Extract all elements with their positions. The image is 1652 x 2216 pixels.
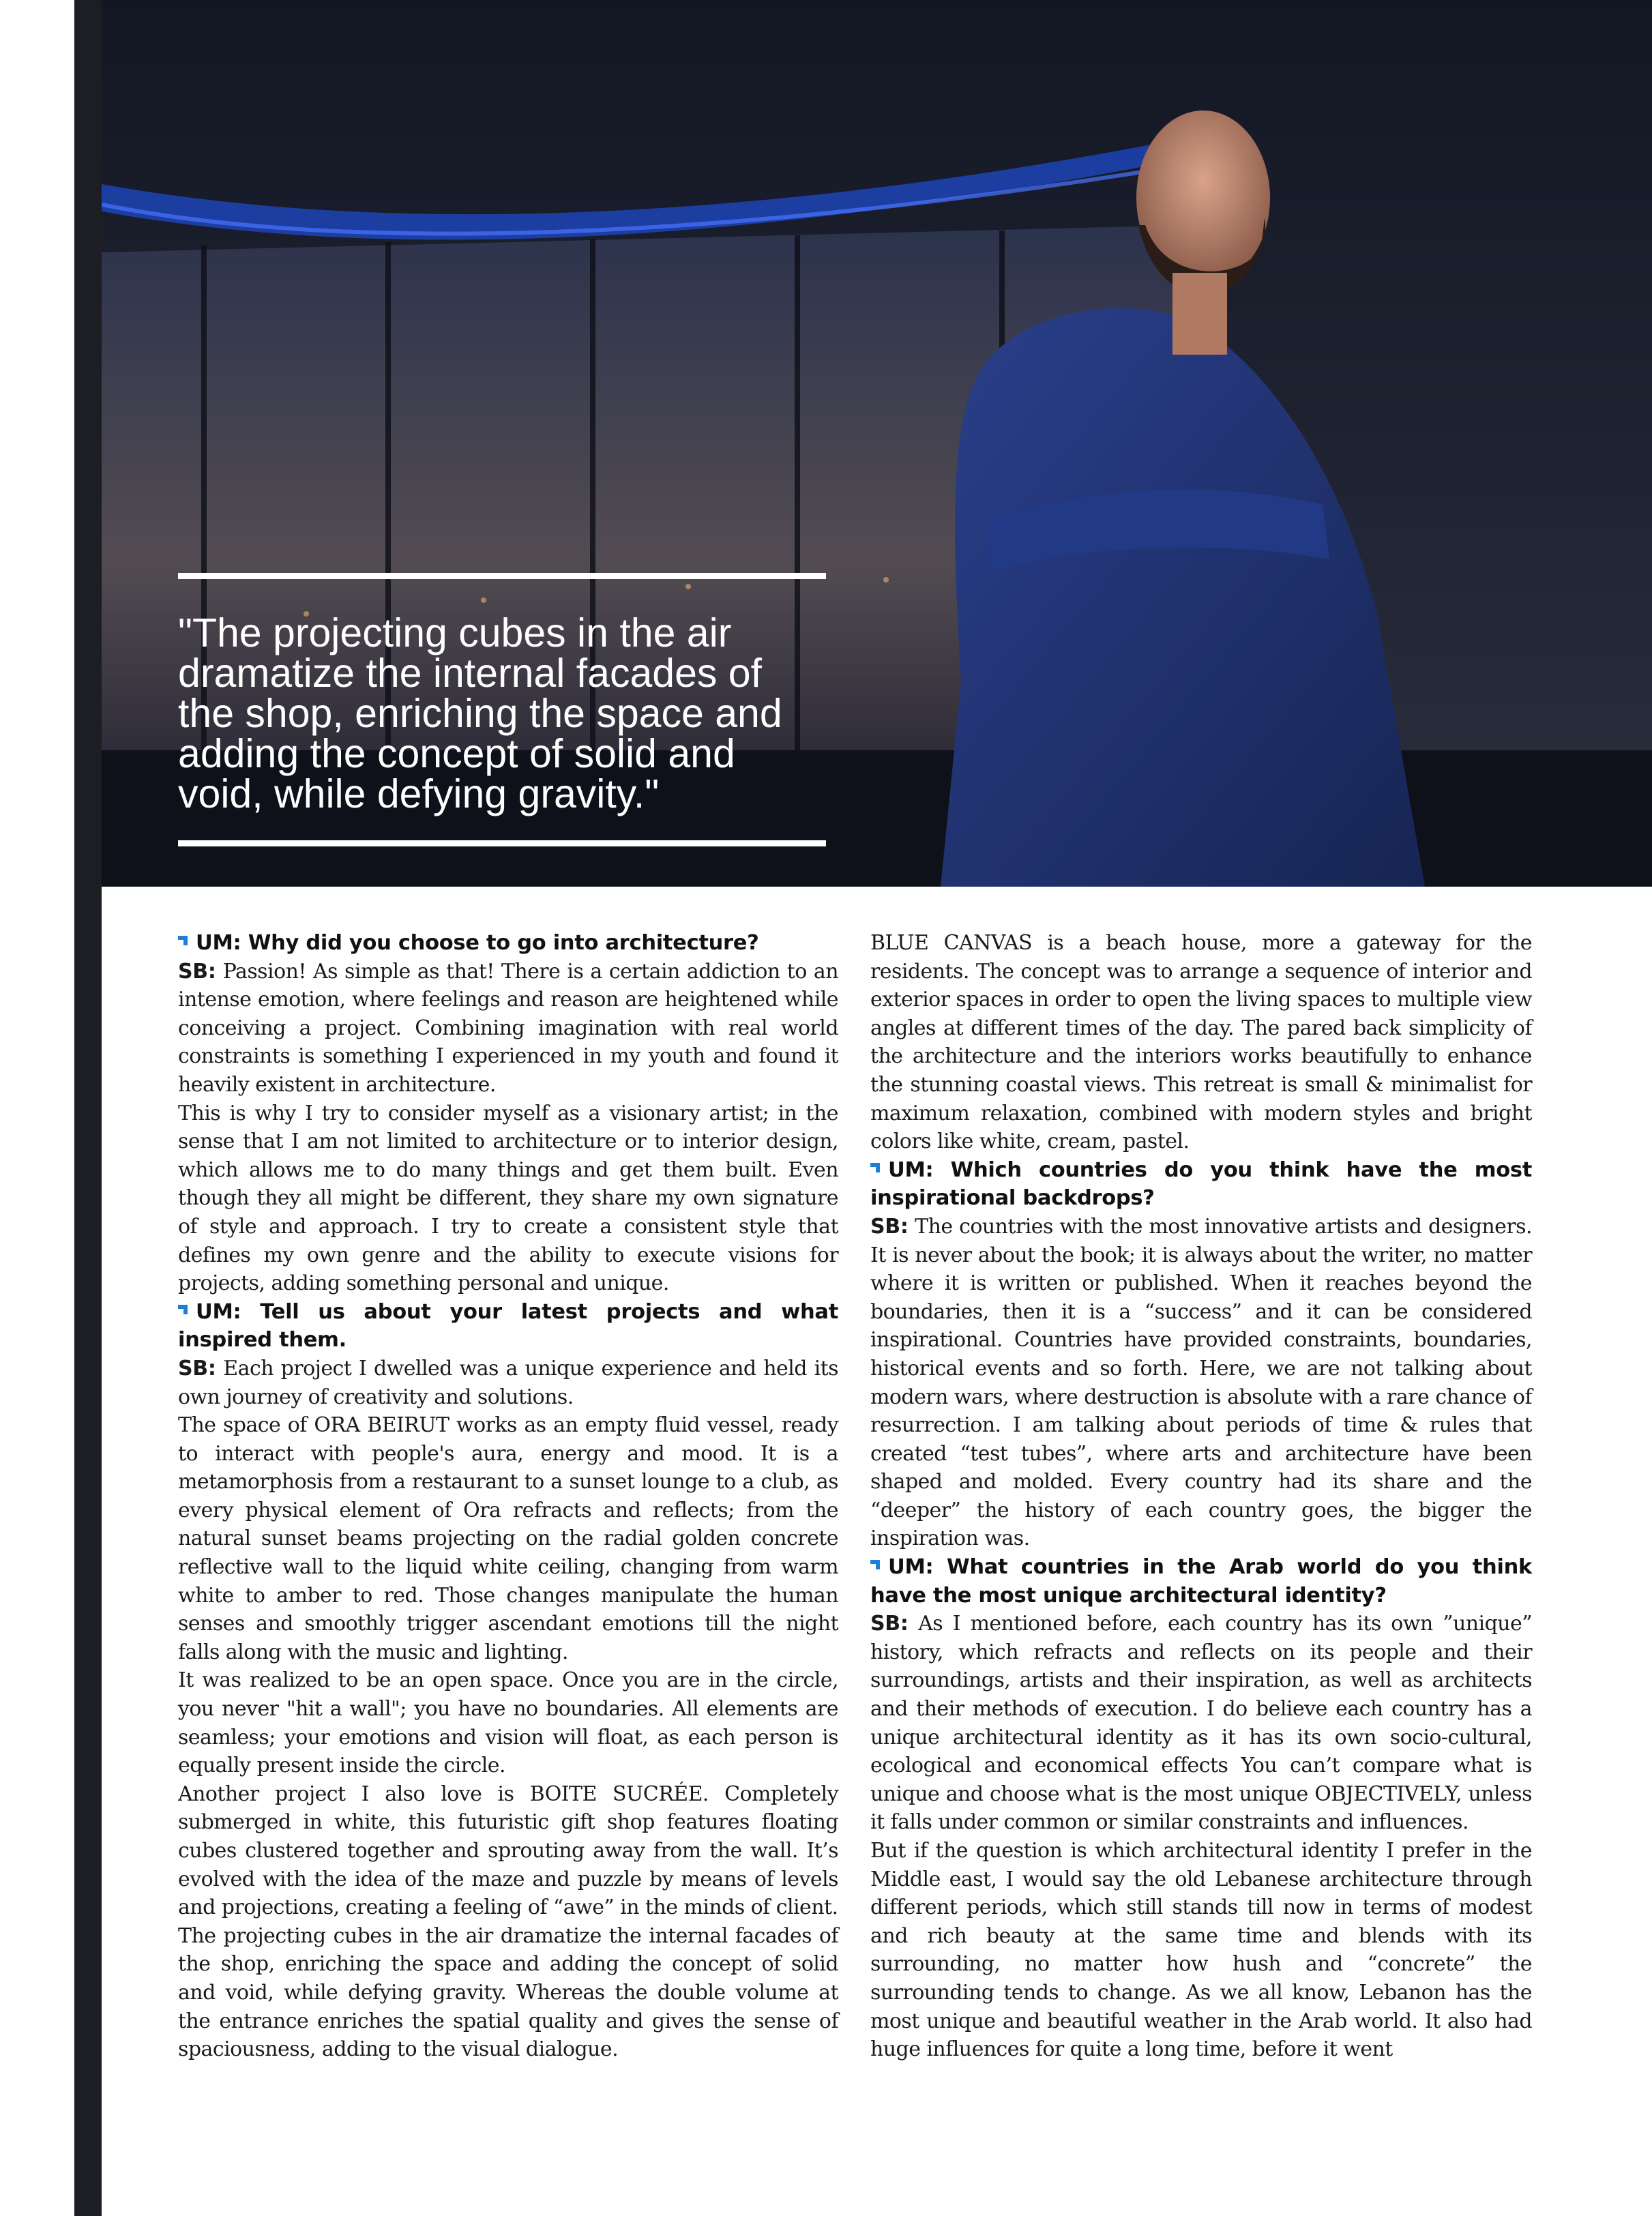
article-paragraph: The projecting cubes in the air dramatize the internal facades of the shop, enriching the space and adding the concept of solid and void, while defying gravity. Whereas the double volume at the entrance enriches the spatial quality and gives the sense of spaciousness, adding to the visual dialogue. <box>178 1923 838 2062</box>
interview-question: UM: Which countries do you think have the most inspirational backdrops? <box>870 1157 1532 1211</box>
article-left-column <box>178 929 838 2064</box>
interview-answer: SB: Each project I dwelled was a unique experience and held its own journey of creativity and solutions. <box>178 1356 838 1409</box>
article-paragraph: Another project I also love is BOITE SUCRÉE. Completely submerged in white, this futuristic gift shop features floating cubes clustered together and sprouting away from the wall. It’s evolved with the idea of the maze and puzzle by means of levels and projections, creating a feeling of “awe” in the minds of client. <box>178 1782 838 1920</box>
interview-question: UM: Why did you choose to go into architecture? <box>178 929 838 958</box>
article-paragraph: BLUE CANVAS is a beach house, more a gateway for the residents. The concept was to arrange a sequence of interior and exterior spaces in order to open the living spaces to multiple view angles at different times of the day. The pared back simplicity of the architecture and the interiors works beautifully to enhance the stunning coastal views. This retreat is small & minimalist for maximum relaxation, combined with modern styles and bright colors like white, cream, pastel. <box>870 931 1532 1154</box>
interview-question: UM: What countries in the Arab world do you think have the most unique architectural identity? <box>870 1555 1532 1608</box>
pull-quote <box>178 573 826 846</box>
page-margin <box>0 0 74 2216</box>
pull-quote-top-rule <box>178 573 826 579</box>
interview-question: UM: Tell us about your latest projects and what inspired them. <box>178 1299 838 1353</box>
question-marker-icon <box>870 1560 880 1569</box>
interview-answer: SB: Passion! As simple as that! There is a certain addiction to an intense emotion, where feelings and reason are heightened while conceiving a project. Combining imagination with real world constraints is something I experienced in my youth and found it heavily existent in architecture. <box>178 959 838 1097</box>
article-paragraph: The space of ORA BEIRUT works as an empty fluid vessel, ready to interact with people's aura, energy and mood. It is a metamorphosis from a restaurant to a sunset lounge to a club, as every physical element of Ora refracts and reflects; from the natural sunset beams projecting on the radial golden concrete reflective wall to the liquid white ceiling, changing from warm white to amber to red. Those changes manipulate the human senses and smoothly trigger ascendant emotions till the night falls along with the music and lighting. <box>178 1413 838 1664</box>
dark-side-strip <box>74 0 102 2216</box>
hero-photo <box>102 0 1652 887</box>
question-marker-icon <box>178 1305 188 1314</box>
article-paragraph: This is why I try to consider myself as a visionary artist; in the sense that I am not limited to architecture or to interior design, which allows me to do many things and get them built. Even though they all might be different, they share my own signature of style and approach. I try to create a consistent style that defines my own genre and the ability to execute visions for projects, adding something personal and unique. <box>178 1101 838 1296</box>
article-paragraph: It was realized to be an open space. Once you are in the circle, you never "hit a wall"; you have no boundaries. All elements are seamless; your emotions and vision will float, as each person is equally present inside the circle. <box>178 1668 838 1778</box>
pull-quote-text: "The projecting cubes in the air dramatize the internal facades of the shop, enriching the space and adding the concept of solid and void, while defying gravity." <box>178 610 782 816</box>
article-right-column <box>870 929 1532 2064</box>
question-marker-icon <box>178 936 188 945</box>
article-paragraph: But if the question is which architectural identity I prefer in the Middle east, I would say the old Lebanese architecture through different periods, which still stands till now in terms of modest and rich beauty at the same time and blends with its surrounding, no matter how hush and “concrete” the surrounding tends to change. As we all know, Lebanon has the most unique and beautiful weather in the Arab world. It also had huge influences for quite a long time, before it went <box>870 1839 1532 2062</box>
question-marker-icon <box>870 1163 880 1172</box>
pull-quote-bottom-rule <box>178 840 826 846</box>
interview-answer: SB: The countries with the most innovative artists and designers. It is never about the book; it is always about the writer, no matter where it is written or published. When it reaches beyond the boundaries, then it is a “success” and it can be considered inspirational. Countries have provided constraints, boundaries, historical events and so forth. Here, we are not talking about modern wars, where destruction is absolute with a rare chance of resurrection. I am talking about periods of time & rules that created “test tubes”, where arts and architecture have been shaped and molded. Every country had its share and the “deeper” the history of each country goes, the bigger the inspiration was. <box>870 1214 1532 1551</box>
interview-answer: SB: As I mentioned before, each country has its own ”unique” history, which refracts and reflects on its people and their surroundings, artists and their inspiration, as well as architects and their methods of execution. I do believe each country has a unique architectural identity as it has its own socio-cultural, ecological and economical effects You can’t compare what is unique and choose what is the most unique OBJECTIVELY, unless it falls under common or similar constraints and influences. <box>870 1612 1532 1835</box>
